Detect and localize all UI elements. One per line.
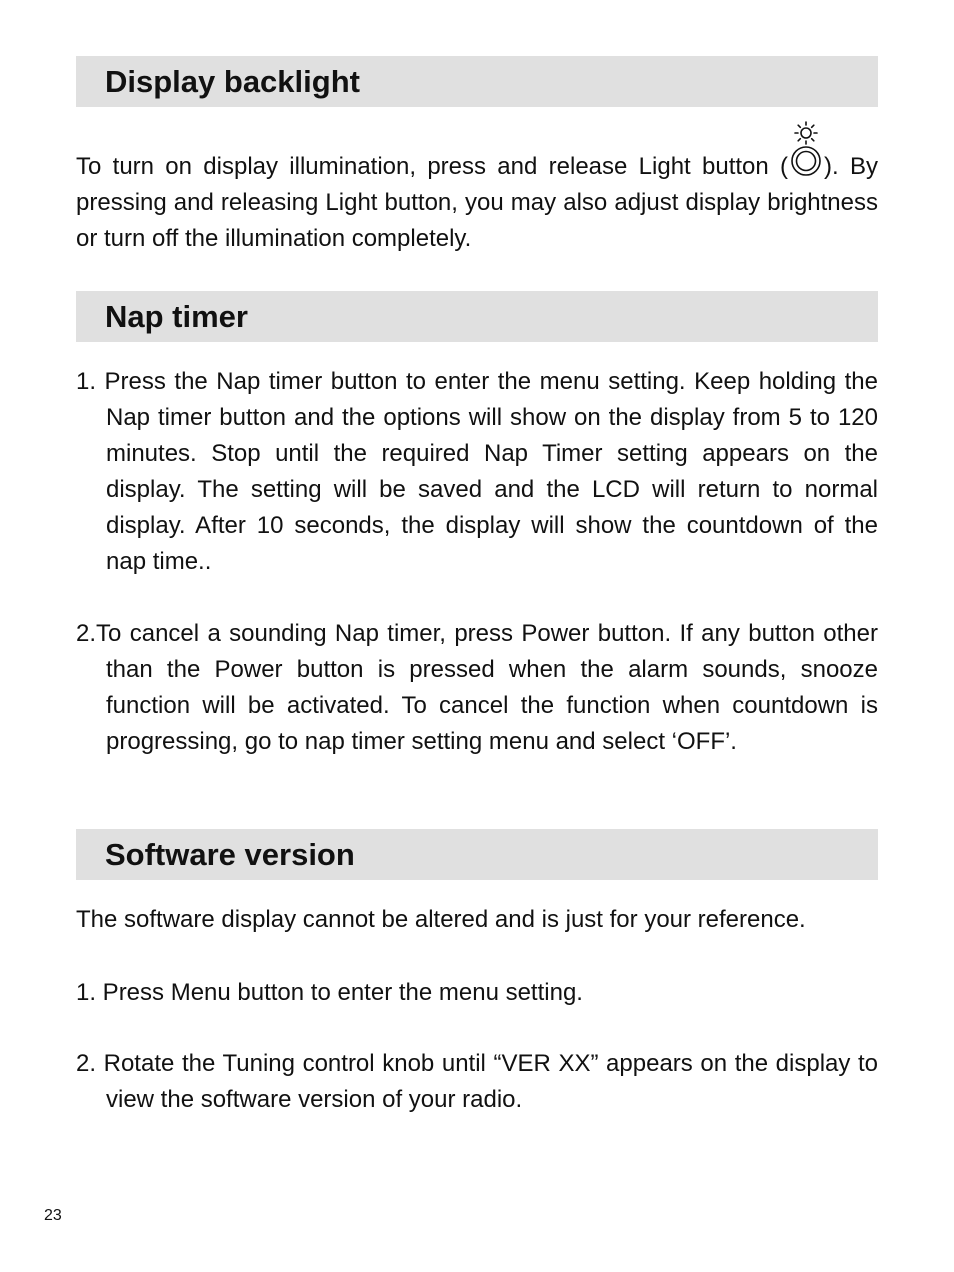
backlight-paragraph	[76, 149, 878, 257]
nap-timer-step-2: 2.To cancel a sounding Nap timer, press Power button. If any button other than the Power button is pressed when the alarm sounds, snooze function will be activated. To cancel the function when countdown is progressing, go to nap timer setting menu and select ‘OFF’.	[76, 620, 878, 755]
backlight-text-before-icon: To turn on display illumination, press and release Light button (	[76, 153, 789, 180]
nap-timer-step-1: 1. Press the Nap timer button to enter the menu setting. Keep holding the Nap timer button and the options will show on the display from 5 to 120 minutes. Stop until the required Nap Timer setting appears on the display. The setting will be saved and the LCD will return to normal display. After 10 seconds, the display will show the countdown of the nap time..	[76, 368, 878, 575]
software-step-1: 1. Press Menu button to enter the menu setting.	[76, 979, 583, 1006]
section-header-display-backlight	[76, 56, 878, 107]
section-title-display-backlight: Display backlight	[105, 63, 360, 99]
section-title-software-version: Software version	[105, 836, 355, 872]
section-title-nap-timer: Nap timer	[105, 298, 248, 334]
backlight-text-after-icon: ). By pressing and releasing Light button, you may also adjust display brightness or turn off the illumination completely.	[76, 153, 878, 252]
light-button-icon	[788, 154, 824, 176]
page-number: 23	[44, 1207, 62, 1224]
section-header-nap-timer	[76, 291, 878, 342]
section-header-software-version	[76, 829, 878, 880]
software-step-2: 2. Rotate the Tuning control knob until “VER XX” appears on the display to view the software version of your radio.	[76, 1050, 878, 1113]
software-intro: The software display cannot be altered and is just for your reference.	[76, 906, 806, 933]
